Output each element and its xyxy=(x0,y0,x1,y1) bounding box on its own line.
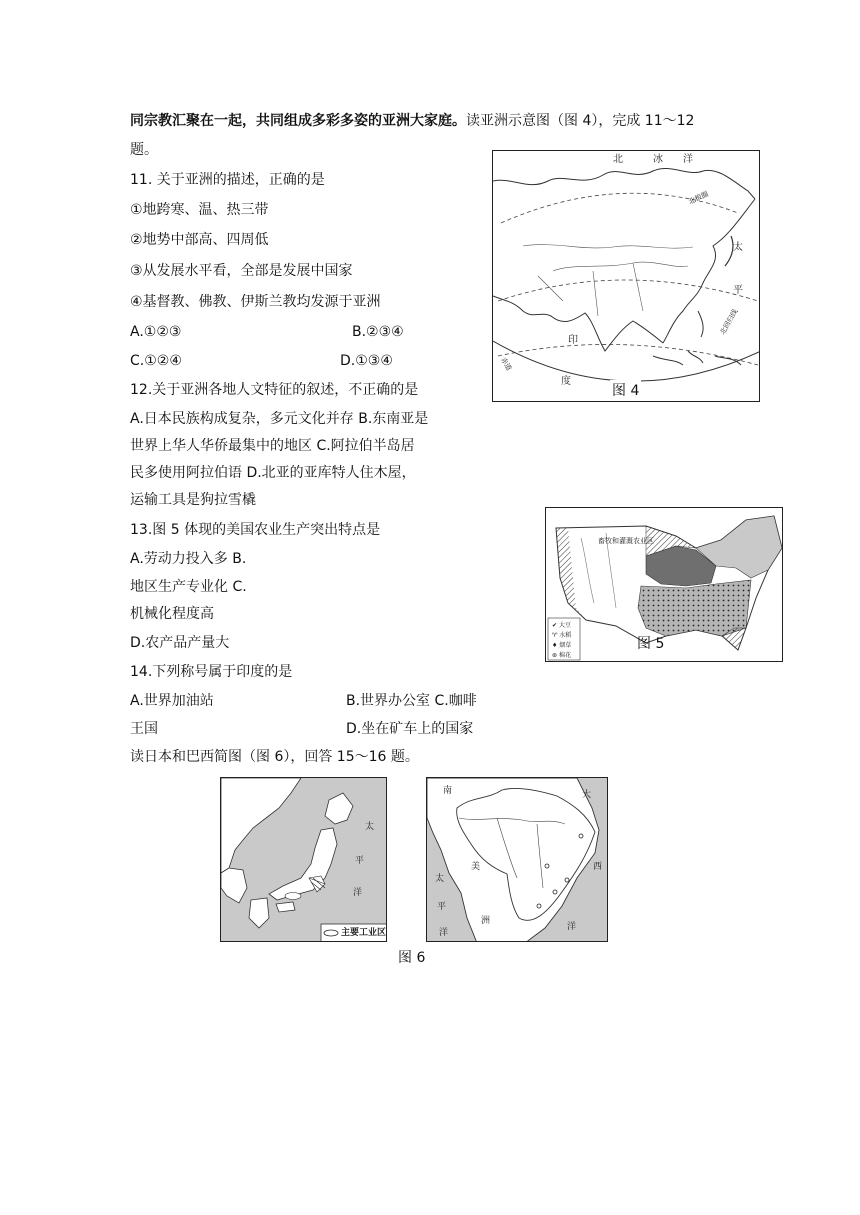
legend-cotton: ⊛ 棉花 xyxy=(552,652,571,659)
brazil-america-1: 美 xyxy=(471,862,481,872)
japan-legend-industrial: 主要工业区 xyxy=(341,928,387,938)
q13-line-1: A.劳动力投入多 B. xyxy=(130,551,247,567)
label-indian-2: 度 xyxy=(561,376,571,387)
brazil-label-south: 南 xyxy=(443,786,453,796)
label-north-1: 北 xyxy=(613,154,623,165)
brazil-map xyxy=(426,777,608,942)
legend-cotton-text: 棉花 xyxy=(558,652,571,659)
brazil-pacific-1: 太 xyxy=(435,874,445,884)
q13-line-2: 地区生产专业化 C. xyxy=(130,579,247,595)
q12-line-4: 运输工具是狗拉雪橇 xyxy=(130,492,256,508)
q11-stem: 11. 关于亚洲的描述，正确的是 xyxy=(130,172,325,188)
brazil-pacific-2: 平 xyxy=(437,902,447,912)
label-grazing-irrigation: 畜牧和灌溉农业区 xyxy=(598,537,654,545)
q11-item-1: ①地跨寒、温、热三带 xyxy=(130,202,269,218)
usa-map-drawing xyxy=(546,508,783,662)
q13-line-3: 机械化程度高 xyxy=(130,606,214,622)
asia-map-drawing xyxy=(493,151,760,402)
label-pacific-2: 平 xyxy=(733,285,743,296)
q12-stem: 12.关于亚洲各地人文特征的叙述，不正确的是 xyxy=(130,382,419,398)
legend-rice-text: 水稻 xyxy=(559,632,572,639)
brazil-atlantic-2: 西 xyxy=(593,862,603,872)
brazil-atlantic-3: 洋 xyxy=(567,922,577,932)
q14-line-2-start: 王国 xyxy=(130,721,158,737)
q12-line-1: A.日本民族构成复杂，多元文化并存 B.东南亚是 xyxy=(130,411,429,427)
intro-line xyxy=(130,112,694,130)
japan-pacific-1: 太 xyxy=(365,822,375,832)
label-north-3: 洋 xyxy=(683,154,693,165)
q12-line-2: 世界上华人华侨最集中的地区 C.阿拉伯半岛居 xyxy=(130,438,415,454)
intro-bold-text: 同宗教汇聚在一起，共同组成多彩多姿的亚洲大家庭。 xyxy=(130,113,466,129)
brazil-america-2: 洲 xyxy=(481,916,491,926)
label-pacific-1: 太 xyxy=(733,242,743,253)
fig5-caption: 图 5 xyxy=(637,636,665,652)
label-equator: 赤道 xyxy=(499,355,513,373)
intro-normal-text: 读亚洲示意图（图 4），完成 11～12 xyxy=(466,113,695,129)
q15-intro: 读日本和巴西简图（图 6），回答 15～16 题。 xyxy=(130,749,419,765)
brazil-map-drawing xyxy=(427,778,608,942)
label-arctic-circle: 北极圈 xyxy=(687,189,710,207)
legend-tobacco-text: 烟草 xyxy=(559,642,572,649)
q11-option-d: D.①③④ xyxy=(340,353,393,369)
label-tropic: 北回归线 xyxy=(718,307,740,337)
q11-option-c: C.①②④ xyxy=(130,353,182,369)
q14-option-b-c: B.世界办公室 C.咖啡 xyxy=(346,693,477,709)
label-indian-1: 印 xyxy=(568,335,578,346)
q11-option-b: B.②③④ xyxy=(352,324,404,340)
q14-option-d: D.坐在矿车上的国家 xyxy=(346,721,474,737)
legend-soybean-text: 大豆 xyxy=(558,622,571,629)
asia-map xyxy=(492,150,760,402)
q11-option-a: A.①②③ xyxy=(130,324,182,340)
q13-stem: 13.图 5 体现的美国农业生产突出特点是 xyxy=(130,522,381,538)
q14-option-a: A.世界加油站 xyxy=(130,693,214,709)
q11-item-4: ④基督教、佛教、伊斯兰教均发源于亚洲 xyxy=(130,294,381,310)
q12-line-3: 民多使用阿拉伯语 D.北亚的亚库特人住木屋， xyxy=(130,465,416,481)
q11-item-2: ②地势中部高、四周低 xyxy=(130,232,269,248)
japan-pacific-3: 洋 xyxy=(353,888,363,898)
fig4-caption: 图 4 xyxy=(610,380,641,400)
brazil-atlantic-1: 大 xyxy=(582,790,592,800)
q11-item-3: ③从发展水平看，全部是发展中国家 xyxy=(130,263,353,279)
intro-line-2: 题。 xyxy=(130,142,158,158)
label-north-2: 冰 xyxy=(653,154,663,165)
brazil-pacific-3: 洋 xyxy=(439,928,449,938)
legend-tobacco: ♦ 烟草 xyxy=(552,642,572,649)
legend-soybean: ✔ 大豆 xyxy=(552,622,571,629)
legend-rice: ♈ 水稻 xyxy=(552,632,572,639)
japan-map xyxy=(220,777,387,942)
fig6-caption: 图 6 xyxy=(398,950,426,966)
q14-stem: 14.下列称号属于印度的是 xyxy=(130,664,293,680)
japan-pacific-2: 平 xyxy=(355,856,365,866)
q13-line-4: D.农产品产量大 xyxy=(130,635,230,651)
